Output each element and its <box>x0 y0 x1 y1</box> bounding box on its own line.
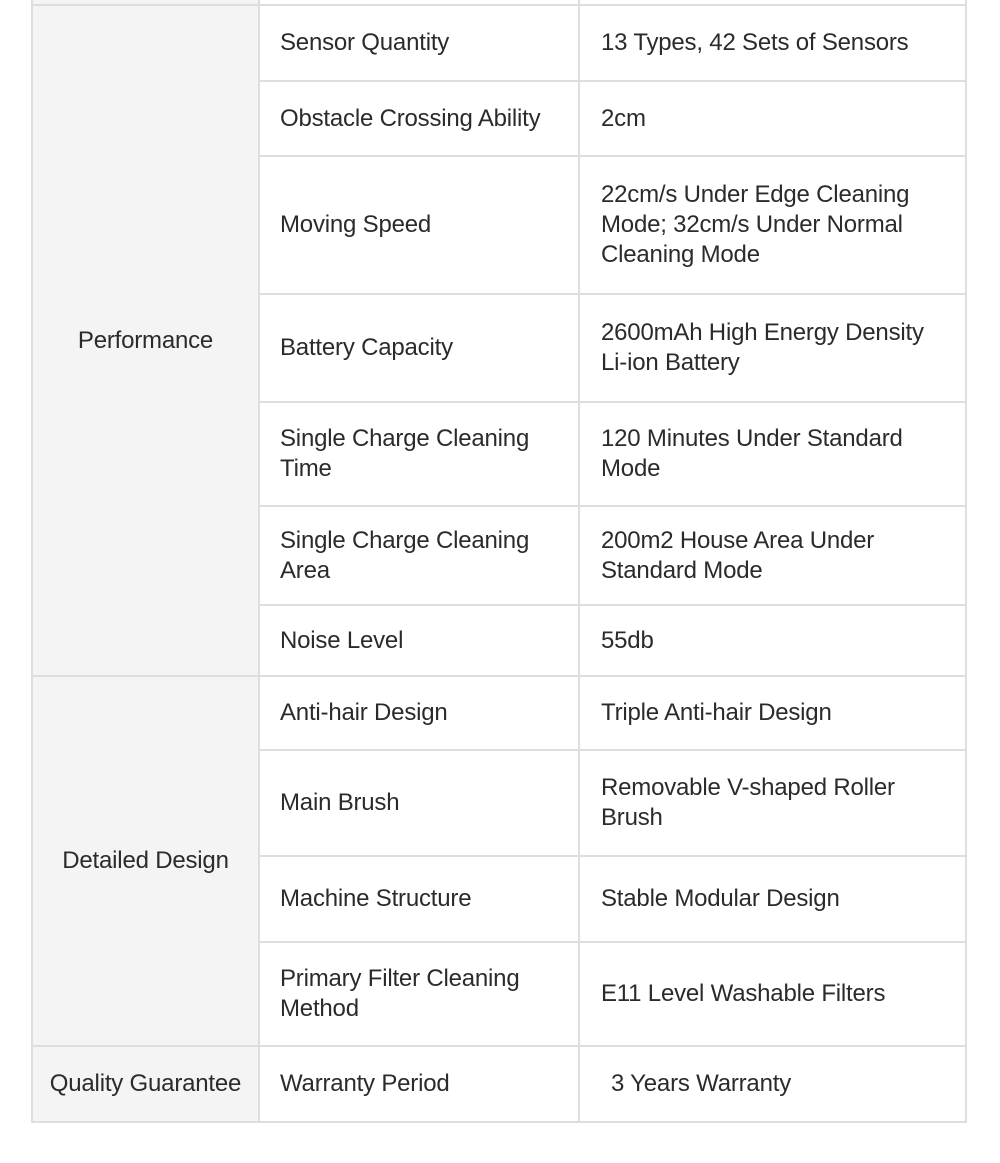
cutoff-row-name-cell <box>260 0 578 4</box>
spec-name-anti-hair-design: Anti-hair Design <box>260 677 578 749</box>
spec-name-single-charge-area: Single Charge Cleaning Area <box>260 507 578 604</box>
spec-name-moving-speed: Moving Speed <box>260 157 578 293</box>
spec-value-obstacle-crossing: 2cm <box>580 82 965 155</box>
category-cell-quality-guarantee: Quality Guarantee <box>33 1047 258 1121</box>
spec-name-battery-capacity: Battery Capacity <box>260 295 578 401</box>
spec-value-moving-speed: 22cm/s Under Edge Cleaning Mode; 32cm/s Under Normal Cleaning Mode <box>580 157 965 293</box>
spec-value-anti-hair-design: Triple Anti-hair Design <box>580 677 965 749</box>
category-cell-performance: Performance <box>33 6 258 675</box>
spec-name-main-brush: Main Brush <box>260 751 578 855</box>
spec-value-single-charge-area: 200m2 House Area Under Standard Mode <box>580 507 965 604</box>
spec-name-sensor-quantity: Sensor Quantity <box>260 6 578 80</box>
spec-value-noise-level: 55db <box>580 606 965 675</box>
spec-value-battery-capacity: 2600mAh High Energy Density Li-ion Battery <box>580 295 965 401</box>
spec-value-single-charge-time: 120 Minutes Under Standard Mode <box>580 403 965 505</box>
spec-value-warranty-period: 3 Years Warranty <box>580 1047 965 1121</box>
spec-value-sensor-quantity: 13 Types, 42 Sets of Sensors <box>580 6 965 80</box>
cutoff-row-value-cell <box>580 0 965 4</box>
spec-value-machine-structure: Stable Modular Design <box>580 857 965 941</box>
spec-value-main-brush: Removable V-shaped Roller Brush <box>580 751 965 855</box>
spec-value-primary-filter-cleaning: E11 Level Washable Filters <box>580 943 965 1045</box>
spec-name-single-charge-time: Single Charge Cleaning Time <box>260 403 578 505</box>
cutoff-row-category-cell <box>33 0 258 4</box>
category-cell-detailed-design: Detailed Design <box>33 677 258 1045</box>
spec-table <box>31 0 967 1123</box>
spec-name-noise-level: Noise Level <box>260 606 578 675</box>
spec-name-machine-structure: Machine Structure <box>260 857 578 941</box>
spec-name-obstacle-crossing: Obstacle Crossing Ability <box>260 82 578 155</box>
spec-name-primary-filter-cleaning: Primary Filter Cleaning Method <box>260 943 578 1045</box>
spec-name-warranty-period: Warranty Period <box>260 1047 578 1121</box>
